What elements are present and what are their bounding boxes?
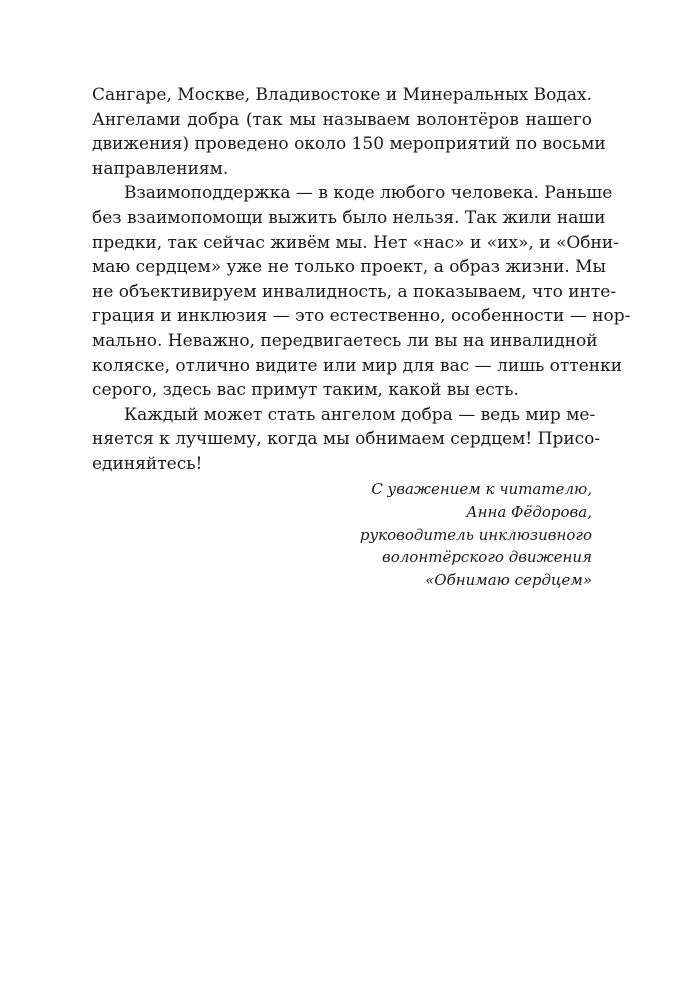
- text-line: Взаимоподдержка — в коде любого человека. Раньше: [124, 183, 613, 204]
- text-line: предки, так сейчас живём мы. Нет «нас» и «их», и «Обни-: [92, 232, 619, 253]
- text-line: Каждый может стать ангелом добра — ведь мир ме-: [124, 404, 596, 425]
- text-line: направлениям.: [92, 158, 229, 179]
- text-line: няется к лучшему, когда мы обнимаем сердцем! Присо-: [92, 429, 601, 450]
- text-line: не объективируем инвалидность, а показываем, что инте-: [92, 281, 617, 302]
- text-line: грация и инклюзия — это естественно, особенности — нор-: [92, 306, 631, 327]
- text-line: серого, здесь вас примут таким, какой вы есть.: [92, 380, 519, 401]
- text-line: мально. Неважно, передвигаетесь ли вы на инвалидной: [92, 330, 598, 351]
- signature-author-role: волонтёрского движения: [382, 548, 592, 567]
- signature-greeting: С уважением к читателю,: [371, 480, 592, 498]
- signature-author-name: Анна Фёдорова,: [466, 502, 592, 521]
- text-line: маю сердцем» уже не только проект, а образ жизни. Мы: [92, 257, 607, 278]
- body-text: [92, 83, 631, 477]
- text-line: без взаимопомощи выжить было нельзя. Так жили наши: [92, 207, 606, 228]
- text-line: единяйтесь!: [92, 453, 203, 474]
- signature-author-role: руководитель инклюзивного: [359, 525, 592, 544]
- text-line: Ангелами добра (так мы называем волонтёров нашего: [92, 109, 592, 130]
- text-line: Сангаре, Москве, Владивостоке и Минеральных Водах.: [92, 85, 592, 105]
- signature-organization: «Обнимаю сердцем»: [425, 571, 592, 590]
- text-line: движения) проведено около 150 мероприятий по восьми: [92, 134, 606, 155]
- text-line: коляске, отлично видите или мир для вас — лишь оттенки: [92, 355, 623, 376]
- signature-block: [232, 478, 592, 592]
